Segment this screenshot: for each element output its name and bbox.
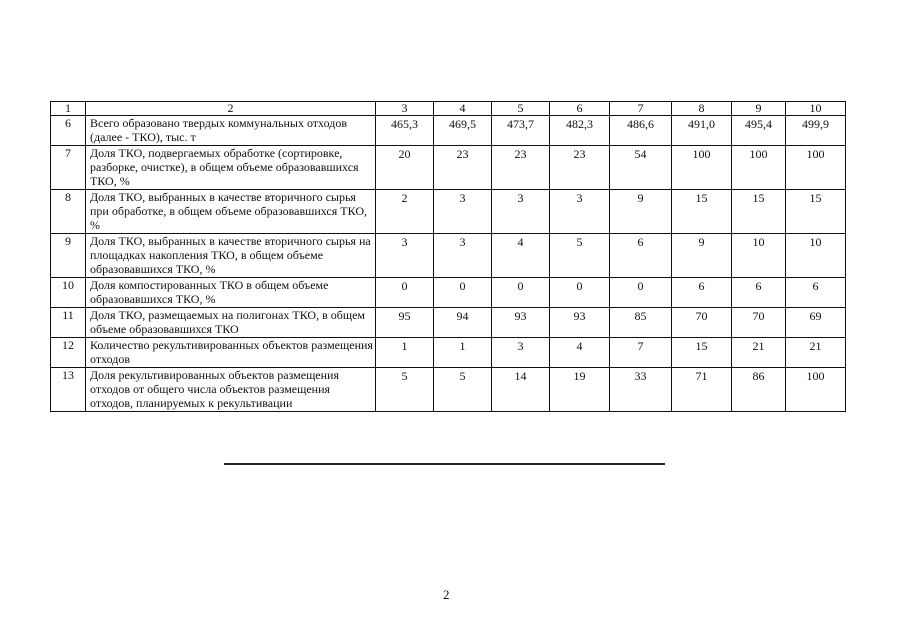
header-cell: 7 bbox=[610, 102, 672, 116]
row-number: 9 bbox=[51, 234, 86, 278]
value-cell: 0 bbox=[492, 278, 550, 308]
header-cell: 8 bbox=[672, 102, 732, 116]
row-number: 10 bbox=[51, 278, 86, 308]
page-number: 2 bbox=[443, 587, 450, 602]
table-header-row bbox=[51, 102, 846, 116]
value-cell: 3 bbox=[550, 190, 610, 234]
value-cell: 100 bbox=[732, 146, 786, 190]
value-cell: 4 bbox=[492, 234, 550, 278]
value-cell: 0 bbox=[550, 278, 610, 308]
value-cell: 473,7 bbox=[492, 116, 550, 146]
value-cell: 6 bbox=[732, 278, 786, 308]
header-cell: 6 bbox=[550, 102, 610, 116]
value-cell: 3 bbox=[376, 234, 434, 278]
value-cell: 7 bbox=[610, 338, 672, 368]
value-cell: 21 bbox=[732, 338, 786, 368]
row-description: Доля компостированных ТКО в общем объеме образовавшихся ТКО, % bbox=[86, 278, 376, 308]
header-cell: 3 bbox=[376, 102, 434, 116]
value-cell: 1 bbox=[376, 338, 434, 368]
indicator-table bbox=[50, 101, 846, 412]
table-row bbox=[51, 190, 846, 234]
value-cell: 0 bbox=[434, 278, 492, 308]
value-cell: 23 bbox=[492, 146, 550, 190]
value-cell: 21 bbox=[786, 338, 846, 368]
value-cell: 100 bbox=[786, 146, 846, 190]
table-row bbox=[51, 146, 846, 190]
row-description: Всего образовано твердых коммунальных отходов (далее - ТКО), тыс. т bbox=[86, 116, 376, 146]
value-cell: 94 bbox=[434, 308, 492, 338]
horizontal-rule bbox=[224, 463, 665, 465]
value-cell: 5 bbox=[434, 368, 492, 412]
value-cell: 15 bbox=[672, 190, 732, 234]
row-description: Доля ТКО, выбранных в качестве вторичного сырья при обработке, в общем объеме образовавшихся ТКО, % bbox=[86, 190, 376, 234]
value-cell: 491,0 bbox=[672, 116, 732, 146]
row-description: Количество рекультивированных объектов размещения отходов bbox=[86, 338, 376, 368]
value-cell: 70 bbox=[672, 308, 732, 338]
value-cell: 6 bbox=[786, 278, 846, 308]
value-cell: 10 bbox=[732, 234, 786, 278]
table-row bbox=[51, 308, 846, 338]
row-description: Доля ТКО, подвергаемых обработке (сортировке, разборке, очистке), в общем объеме образовавшихся ТКО, % bbox=[86, 146, 376, 190]
value-cell: 0 bbox=[610, 278, 672, 308]
value-cell: 1 bbox=[434, 338, 492, 368]
value-cell: 5 bbox=[550, 234, 610, 278]
table-row bbox=[51, 368, 846, 412]
value-cell: 4 bbox=[550, 338, 610, 368]
value-cell: 10 bbox=[786, 234, 846, 278]
row-number: 8 bbox=[51, 190, 86, 234]
value-cell: 15 bbox=[732, 190, 786, 234]
table-row bbox=[51, 116, 846, 146]
value-cell: 5 bbox=[376, 368, 434, 412]
row-number: 7 bbox=[51, 146, 86, 190]
value-cell: 100 bbox=[672, 146, 732, 190]
value-cell: 6 bbox=[610, 234, 672, 278]
header-cell: 2 bbox=[86, 102, 376, 116]
value-cell: 15 bbox=[786, 190, 846, 234]
header-cell: 10 bbox=[786, 102, 846, 116]
value-cell: 3 bbox=[434, 190, 492, 234]
value-cell: 85 bbox=[610, 308, 672, 338]
value-cell: 20 bbox=[376, 146, 434, 190]
value-cell: 15 bbox=[672, 338, 732, 368]
value-cell: 23 bbox=[550, 146, 610, 190]
value-cell: 33 bbox=[610, 368, 672, 412]
value-cell: 9 bbox=[672, 234, 732, 278]
value-cell: 3 bbox=[492, 190, 550, 234]
row-description: Доля ТКО, размещаемых на полигонах ТКО, в общем объеме образовавшихся ТКО bbox=[86, 308, 376, 338]
value-cell: 93 bbox=[550, 308, 610, 338]
row-description: Доля рекультивированных объектов размещения отходов от общего числа объектов размещения отходов, планируемых к рекультивации bbox=[86, 368, 376, 412]
value-cell: 71 bbox=[672, 368, 732, 412]
value-cell: 499,9 bbox=[786, 116, 846, 146]
table-row bbox=[51, 278, 846, 308]
value-cell: 3 bbox=[434, 234, 492, 278]
value-cell: 3 bbox=[492, 338, 550, 368]
row-description: Доля ТКО, выбранных в качестве вторичного сырья на площадках накопления ТКО, в общем объеме образовавшихся ТКО, % bbox=[86, 234, 376, 278]
row-number: 12 bbox=[51, 338, 86, 368]
row-number: 6 bbox=[51, 116, 86, 146]
value-cell: 9 bbox=[610, 190, 672, 234]
row-number: 11 bbox=[51, 308, 86, 338]
value-cell: 486,6 bbox=[610, 116, 672, 146]
value-cell: 14 bbox=[492, 368, 550, 412]
value-cell: 86 bbox=[732, 368, 786, 412]
value-cell: 469,5 bbox=[434, 116, 492, 146]
value-cell: 495,4 bbox=[732, 116, 786, 146]
value-cell: 19 bbox=[550, 368, 610, 412]
row-number: 13 bbox=[51, 368, 86, 412]
header-cell: 9 bbox=[732, 102, 786, 116]
value-cell: 100 bbox=[786, 368, 846, 412]
table-row bbox=[51, 338, 846, 368]
header-cell: 1 bbox=[51, 102, 86, 116]
value-cell: 95 bbox=[376, 308, 434, 338]
value-cell: 2 bbox=[376, 190, 434, 234]
value-cell: 70 bbox=[732, 308, 786, 338]
value-cell: 465,3 bbox=[376, 116, 434, 146]
table-row bbox=[51, 234, 846, 278]
header-cell: 4 bbox=[434, 102, 492, 116]
value-cell: 482,3 bbox=[550, 116, 610, 146]
value-cell: 6 bbox=[672, 278, 732, 308]
value-cell: 0 bbox=[376, 278, 434, 308]
value-cell: 69 bbox=[786, 308, 846, 338]
value-cell: 54 bbox=[610, 146, 672, 190]
table-body bbox=[51, 102, 846, 412]
value-cell: 23 bbox=[434, 146, 492, 190]
header-cell: 5 bbox=[492, 102, 550, 116]
value-cell: 93 bbox=[492, 308, 550, 338]
